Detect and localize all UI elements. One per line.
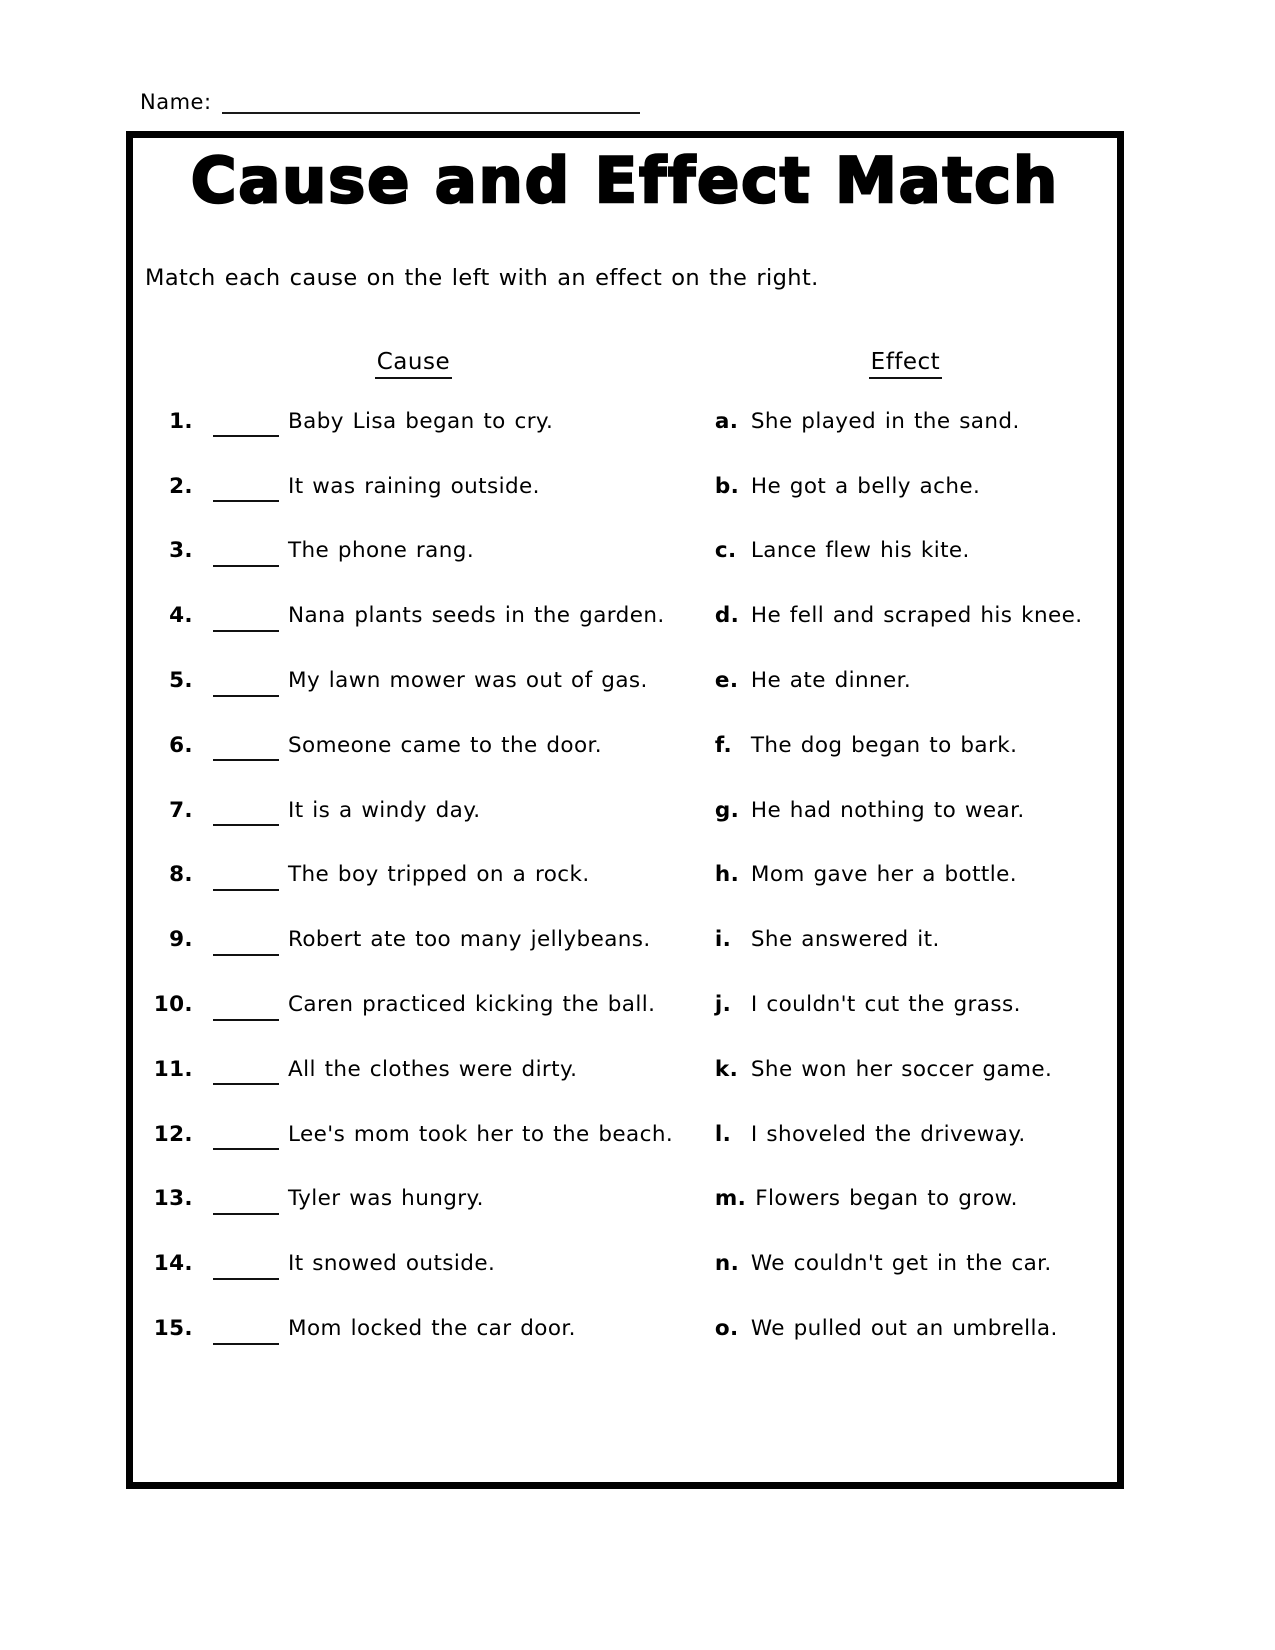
- effect-letter: b.: [714, 473, 740, 499]
- match-list: [133, 389, 1117, 1361]
- cause-text: Tyler was hungry.: [288, 1186, 484, 1212]
- effect-letter: i.: [714, 927, 732, 953]
- cause-text: All the clothes were dirty.: [288, 1056, 578, 1082]
- cause-text: Mom locked the car door.: [288, 1316, 576, 1342]
- cause-text: It was raining outside.: [288, 473, 540, 499]
- answer-blank-10[interactable]: [213, 989, 279, 1021]
- effect-row-i: [694, 907, 1117, 972]
- answer-blank-4[interactable]: [213, 600, 279, 632]
- cause-number: 4.: [169, 603, 193, 629]
- effect-row-l: [694, 1102, 1117, 1167]
- answer-blank-6[interactable]: [213, 729, 279, 761]
- effect-letter: o.: [714, 1316, 739, 1342]
- effect-row-e: [694, 648, 1117, 713]
- effect-text: The dog began to bark.: [750, 732, 1018, 758]
- instruction-text: Match each cause on the left with an effect on the right.: [145, 265, 819, 291]
- cause-text: The boy tripped on a rock.: [288, 862, 590, 888]
- effect-row-a: [694, 389, 1117, 454]
- effect-row-f: [694, 713, 1117, 778]
- cause-row-3: [133, 519, 694, 584]
- effect-row-g: [694, 778, 1117, 843]
- effect-letter: e.: [714, 668, 739, 694]
- cause-number: 9.: [169, 927, 193, 953]
- answer-blank-5[interactable]: [213, 665, 279, 697]
- cause-row-13: [133, 1167, 694, 1232]
- cause-row-4: [133, 583, 694, 648]
- cause-text: Baby Lisa began to cry.: [288, 408, 554, 434]
- effect-text: She played in the sand.: [750, 408, 1020, 434]
- answer-blank-2[interactable]: [213, 470, 279, 502]
- effect-text: Flowers began to grow.: [755, 1186, 1018, 1212]
- cause-column-header: Cause: [133, 349, 694, 375]
- answer-blank-9[interactable]: [213, 924, 279, 956]
- effect-row-n: [694, 1231, 1117, 1296]
- effect-text: She answered it.: [750, 927, 940, 953]
- effect-text: He fell and scraped his knee.: [750, 603, 1083, 629]
- effect-row-h: [694, 843, 1117, 908]
- effect-letter: j.: [714, 992, 732, 1018]
- effect-text: He ate dinner.: [750, 668, 912, 694]
- effect-row-b: [694, 454, 1117, 519]
- effect-row-o: [694, 1296, 1117, 1361]
- cause-text: It snowed outside.: [288, 1251, 496, 1277]
- cause-row-15: [133, 1296, 694, 1361]
- cause-row-10: [133, 972, 694, 1037]
- effect-row-k: [694, 1037, 1117, 1102]
- effect-text: Lance flew his kite.: [750, 538, 970, 564]
- cause-number: 15.: [153, 1316, 193, 1342]
- answer-blank-8[interactable]: [213, 859, 279, 891]
- answer-blank-12[interactable]: [213, 1118, 279, 1150]
- cause-text: Lee's mom took her to the beach.: [288, 1121, 674, 1147]
- effect-letter: c.: [714, 538, 737, 564]
- effect-text: We pulled out an umbrella.: [750, 1316, 1058, 1342]
- name-blank-line[interactable]: [222, 90, 640, 114]
- answer-blank-15[interactable]: [213, 1313, 279, 1345]
- answer-blank-11[interactable]: [213, 1053, 279, 1085]
- cause-text: Someone came to the door.: [288, 732, 603, 758]
- cause-row-11: [133, 1037, 694, 1102]
- cause-number: 11.: [153, 1056, 193, 1082]
- worksheet-box: [126, 131, 1124, 1489]
- effect-text: Mom gave her a bottle.: [750, 862, 1017, 888]
- answer-blank-7[interactable]: [213, 794, 279, 826]
- effect-column: [694, 389, 1117, 1361]
- effect-row-d: [694, 583, 1117, 648]
- cause-text: Caren practiced kicking the ball.: [288, 992, 656, 1018]
- effect-text: I couldn't cut the grass.: [750, 992, 1021, 1018]
- cause-text: Nana plants seeds in the garden.: [288, 603, 665, 629]
- effect-letter: k.: [714, 1056, 739, 1082]
- answer-blank-13[interactable]: [213, 1183, 279, 1215]
- effect-text: He had nothing to wear.: [750, 797, 1025, 823]
- effect-text: She won her soccer game.: [750, 1056, 1053, 1082]
- effect-letter: h.: [714, 862, 740, 888]
- cause-number: 2.: [169, 473, 193, 499]
- effect-letter: g.: [714, 797, 740, 823]
- effect-row-m: [694, 1167, 1117, 1232]
- cause-number: 12.: [153, 1121, 193, 1147]
- effect-letter: f.: [714, 732, 733, 758]
- effect-letter: n.: [714, 1251, 740, 1277]
- effect-row-c: [694, 519, 1117, 584]
- cause-text: The phone rang.: [288, 538, 475, 564]
- cause-number: 6.: [169, 732, 193, 758]
- cause-row-7: [133, 778, 694, 843]
- column-headers: [133, 349, 1117, 375]
- effect-text: He got a belly ache.: [750, 473, 981, 499]
- cause-number: 8.: [169, 862, 193, 888]
- effect-row-j: [694, 972, 1117, 1037]
- cause-text: It is a windy day.: [288, 797, 481, 823]
- cause-text: Robert ate too many jellybeans.: [288, 927, 651, 953]
- cause-number: 7.: [169, 797, 193, 823]
- cause-number: 5.: [169, 668, 193, 694]
- cause-row-5: [133, 648, 694, 713]
- cause-row-8: [133, 843, 694, 908]
- worksheet-title: Cause and Effect Match: [190, 144, 1060, 217]
- cause-row-12: [133, 1102, 694, 1167]
- cause-row-14: [133, 1231, 694, 1296]
- cause-number: 1.: [169, 408, 193, 434]
- cause-number: 10.: [153, 992, 193, 1018]
- name-row: [140, 90, 640, 114]
- cause-row-9: [133, 907, 694, 972]
- answer-blank-3[interactable]: [213, 535, 279, 567]
- cause-number: 3.: [169, 538, 193, 564]
- effect-column-header: Effect: [694, 349, 1117, 375]
- answer-blank-1[interactable]: [213, 405, 279, 437]
- cause-column: [133, 389, 694, 1361]
- effect-letter: m.: [714, 1186, 747, 1212]
- effect-text: I shoveled the driveway.: [750, 1121, 1026, 1147]
- effect-letter: a.: [714, 408, 739, 434]
- cause-number: 13.: [153, 1186, 193, 1212]
- cause-row-2: [133, 454, 694, 519]
- cause-text: My lawn mower was out of gas.: [288, 668, 648, 694]
- name-label: Name:: [140, 90, 212, 114]
- cause-row-1: [133, 389, 694, 454]
- answer-blank-14[interactable]: [213, 1248, 279, 1280]
- effect-letter: l.: [714, 1121, 732, 1147]
- cause-row-6: [133, 713, 694, 778]
- effect-text: We couldn't get in the car.: [750, 1251, 1052, 1277]
- cause-number: 14.: [153, 1251, 193, 1277]
- effect-letter: d.: [714, 603, 740, 629]
